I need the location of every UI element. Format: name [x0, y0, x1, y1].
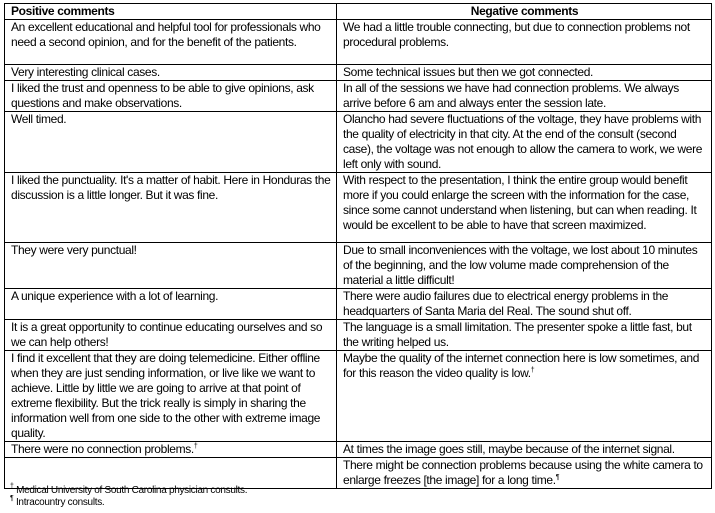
negative-comment: In all of the sessions we have had connection problems. We always arrive before 6 am and always enter the session late.: [343, 81, 679, 110]
table-row: [5, 351, 712, 442]
negative-comment-cell: [337, 173, 712, 243]
table-row: [5, 65, 712, 81]
positive-comment: They were very punctual!: [11, 243, 137, 257]
positive-comment: There were no connection problems.: [11, 442, 194, 456]
positive-comment-cell: [5, 458, 337, 489]
footnote-mark: †: [193, 443, 198, 450]
negative-comment-cell: [337, 112, 712, 173]
footnotes: [10, 485, 247, 509]
table-row: [5, 243, 712, 289]
negative-comment-cell: [337, 65, 712, 81]
positive-comment: I liked the trust and openness to be able to give opinions, ask questions and make observations.: [11, 81, 314, 110]
footnote-mark: †: [10, 483, 14, 490]
comments-table: [4, 3, 712, 489]
positive-comment: It is a great opportunity to continue educating ourselves and so we can help others!: [11, 320, 323, 349]
negative-header: Negative comments: [337, 4, 712, 20]
negative-comment: At times the image goes still, maybe because of the internet signal.: [343, 442, 675, 456]
positive-comment-cell: [5, 351, 337, 442]
negative-comment-cell: [337, 81, 712, 112]
negative-comment-cell: [337, 20, 712, 65]
positive-comment-cell: [5, 442, 337, 458]
negative-comment: Some technical issues but then we got connected.: [343, 65, 594, 79]
positive-comment: Well timed.: [11, 112, 67, 126]
table-row: [5, 320, 712, 351]
negative-comment: The language is a small limitation. The presenter spoke a little fast, but the writing helped us.: [343, 320, 692, 349]
footnote: [10, 497, 247, 509]
table-row: [5, 20, 712, 65]
table-row: [5, 442, 712, 458]
footnote-text: Medical University of South Carolina physician consults.: [16, 485, 248, 496]
negative-comment-cell: [337, 243, 712, 289]
negative-comment: There might be connection problems because using the white camera to enlarge freezes [the image] for a long time.: [343, 458, 703, 487]
negative-comment-cell: [337, 289, 712, 320]
table-row: [5, 81, 712, 112]
negative-comment: With respect to the presentation, I think the entire group would benefit more if you could enlarge the screen with the information for the case, since some cannot understand when listening, but can when reading. It would be excellent to be able to have that screen maximized.: [343, 173, 697, 232]
positive-comment-cell: [5, 65, 337, 81]
negative-comment-cell: [337, 320, 712, 351]
positive-comment: Very interesting clinical cases.: [11, 65, 160, 79]
positive-comment: I liked the punctuality. It's a matter of habit. Here in Honduras the discussion is a little longer. But it was fine.: [11, 173, 331, 202]
positive-comment-cell: [5, 173, 337, 243]
positive-comment-cell: [5, 289, 337, 320]
positive-comment-cell: [5, 320, 337, 351]
footnote-text: Intracountry consults.: [15, 497, 105, 508]
positive-comment-cell: [5, 243, 337, 289]
negative-comment: Maybe the quality of the internet connection here is low sometimes, and for this reason the video quality is low.: [343, 351, 700, 380]
negative-comment-cell: [337, 458, 712, 489]
footnote-mark: ¶: [555, 474, 560, 481]
footnote: [10, 485, 247, 497]
negative-comment: Olancho had severe fluctuations of the voltage, they have problems with the quality of electricity in that city. At the end of the consult (second case), the voltage was not enough to allow the camera to work, we were left only with sound.: [343, 112, 703, 171]
positive-comment: An excellent educational and helpful tool for professionals who need a second opinion, and for the benefit of the patients.: [11, 20, 321, 49]
negative-comment: There were audio failures due to electrical energy problems in the headquarters of Santa Maria del Real. The sound shut off.: [343, 289, 669, 318]
positive-comment-cell: [5, 81, 337, 112]
negative-comment: We had a little trouble connecting, but due to connection problems not procedural problems.: [343, 20, 690, 49]
positive-comment: A unique experience with a lot of learning.: [11, 289, 219, 303]
table-row: [5, 112, 712, 173]
footnote-mark: ¶: [10, 495, 14, 502]
positive-comment-cell: [5, 112, 337, 173]
table-row: [5, 458, 712, 489]
positive-comment-cell: [5, 20, 337, 65]
negative-comment: Due to small inconveniences with the voltage, we lost about 10 minutes of the beginning, and the low volume made comprehension of the material a little difficult!: [343, 243, 698, 287]
negative-comment-cell: [337, 351, 712, 442]
header-row: [5, 4, 712, 20]
table-row: [5, 289, 712, 320]
table-row: [5, 173, 712, 243]
negative-comment-cell: [337, 442, 712, 458]
footnote-mark: †: [530, 367, 535, 374]
positive-header: Positive comments: [5, 4, 337, 20]
positive-comment: I find it excellent that they are doing telemedicine. Either offline when they are just sending information, or live like we want to achieve. Little by little we are going to arrive at that point of extreme flexibility. But the trick really is simply in sharing the information well from one side to the other with extreme image quality.: [11, 351, 321, 440]
